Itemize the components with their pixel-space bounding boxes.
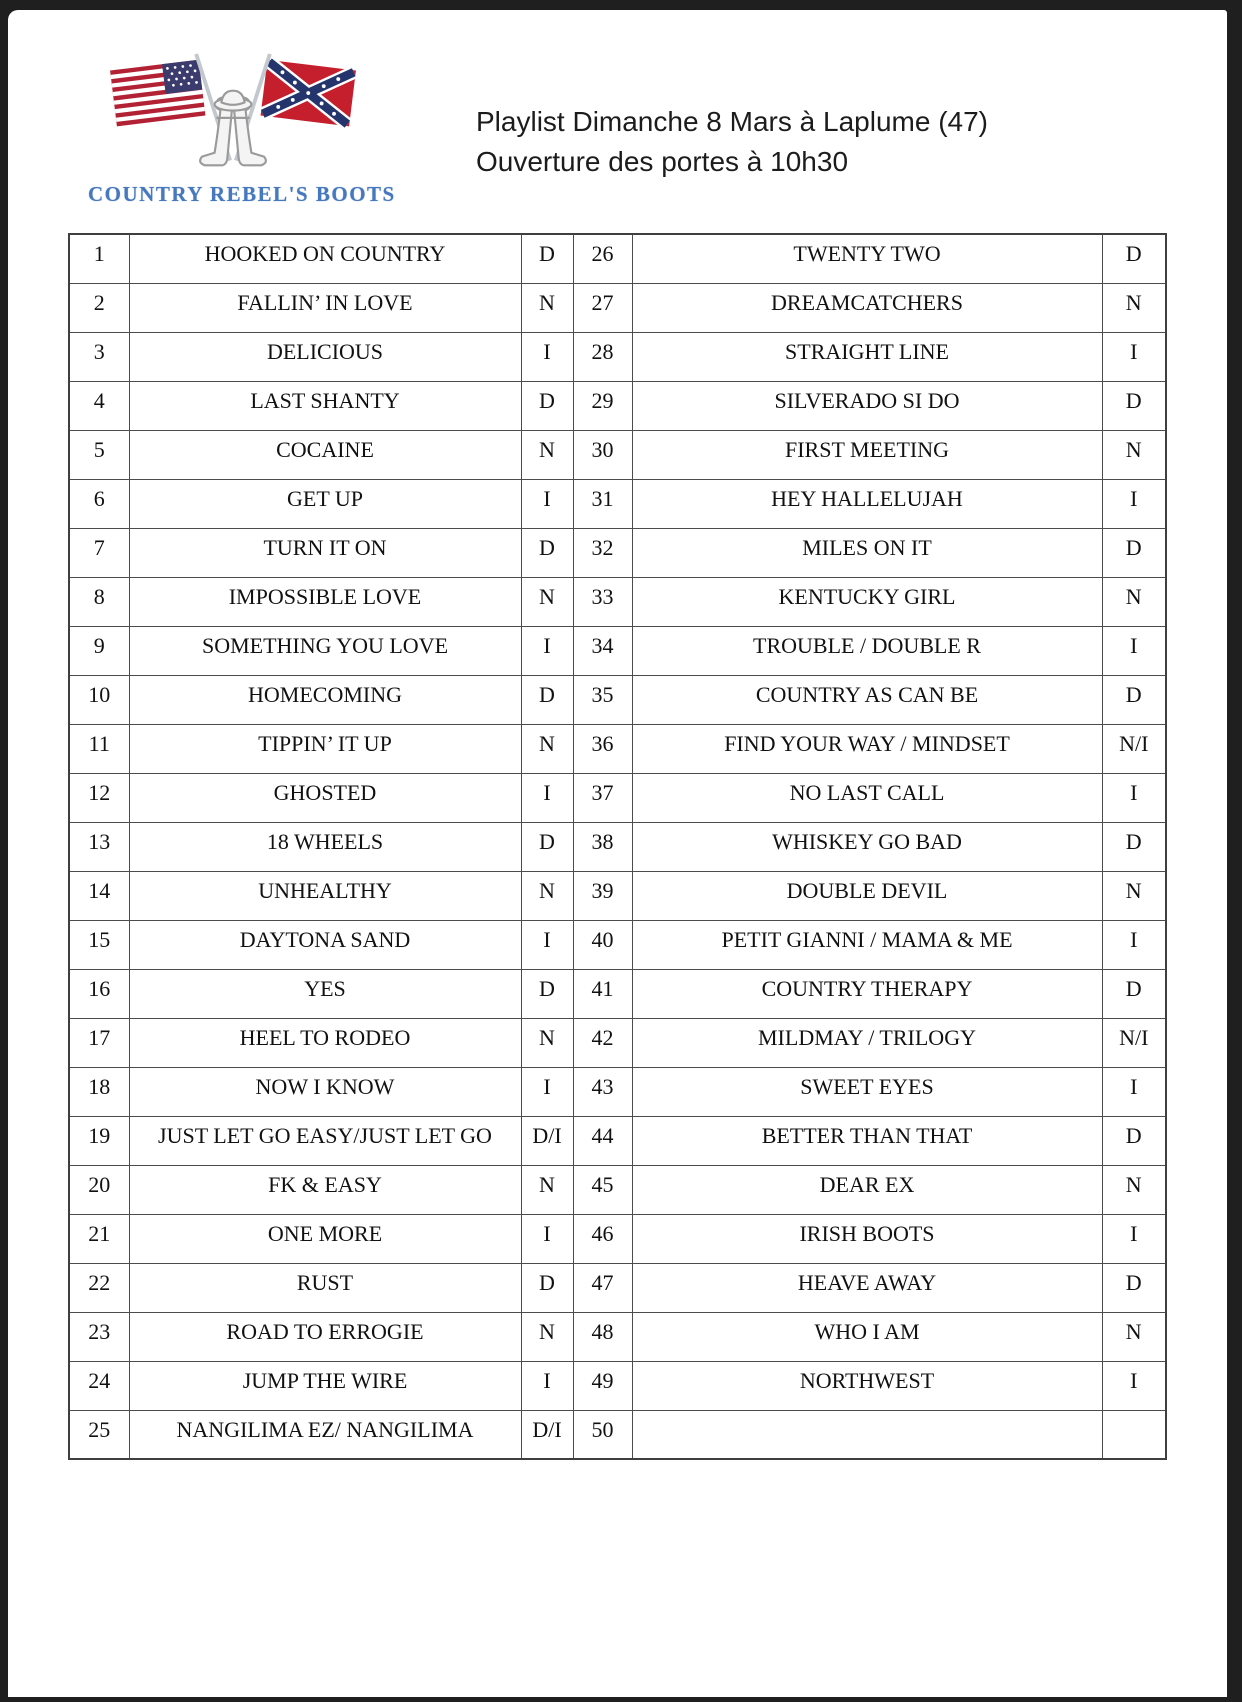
row-number-cell: 20	[69, 1165, 129, 1214]
song-title-cell: RUST	[129, 1263, 521, 1312]
dance-code-cell: D	[1102, 1116, 1166, 1165]
table-row	[69, 1116, 1166, 1165]
song-title-cell: GET UP	[129, 479, 521, 528]
song-title-cell: HEY HALLELUJAH	[632, 479, 1102, 528]
row-number-cell: 15	[69, 920, 129, 969]
row-number-cell: 49	[573, 1361, 632, 1410]
row-number-cell: 36	[573, 724, 632, 773]
dance-code-cell: I	[1102, 773, 1166, 822]
song-title-cell: SWEET EYES	[632, 1067, 1102, 1116]
song-title-cell: KENTUCKY GIRL	[632, 577, 1102, 626]
row-number-cell: 21	[69, 1214, 129, 1263]
song-title-cell: DELICIOUS	[129, 332, 521, 381]
row-number-cell: 48	[573, 1312, 632, 1361]
dance-code-cell: D	[521, 234, 573, 283]
table-row	[69, 234, 1166, 283]
dance-code-cell: D	[521, 381, 573, 430]
song-title-cell: BETTER THAN THAT	[632, 1116, 1102, 1165]
song-title-cell: MILES ON IT	[632, 528, 1102, 577]
table-row	[69, 969, 1166, 1018]
row-number-cell: 30	[573, 430, 632, 479]
row-number-cell: 8	[69, 577, 129, 626]
row-number-cell: 10	[69, 675, 129, 724]
table-row	[69, 871, 1166, 920]
dance-code-cell: I	[521, 1214, 573, 1263]
dance-code-cell: I	[521, 626, 573, 675]
dance-code-cell: D	[1102, 381, 1166, 430]
song-title-cell: NOW I KNOW	[129, 1067, 521, 1116]
confederate-flag-icon	[261, 60, 356, 127]
row-number-cell: 41	[573, 969, 632, 1018]
row-number-cell: 25	[69, 1410, 129, 1459]
dance-code-cell: I	[521, 332, 573, 381]
song-title-cell: SILVERADO SI DO	[632, 381, 1102, 430]
document-page	[8, 10, 1227, 1697]
song-title-cell: PETIT GIANNI / MAMA & ME	[632, 920, 1102, 969]
playlist-table	[68, 233, 1167, 1460]
row-number-cell: 14	[69, 871, 129, 920]
row-number-cell: 33	[573, 577, 632, 626]
song-title-cell: JUMP THE WIRE	[129, 1361, 521, 1410]
table-row	[69, 724, 1166, 773]
song-title-cell: FALLIN’ IN LOVE	[129, 283, 521, 332]
dance-code-cell: N	[1102, 283, 1166, 332]
row-number-cell: 4	[69, 381, 129, 430]
table-row	[69, 1410, 1166, 1459]
song-title-cell: HOOKED ON COUNTRY	[129, 234, 521, 283]
dance-code-cell: D	[521, 969, 573, 1018]
table-row	[69, 528, 1166, 577]
table-row	[69, 822, 1166, 871]
dance-code-cell: N	[1102, 1312, 1166, 1361]
crossed-flags-logo-icon	[107, 48, 359, 180]
song-title-cell: SOMETHING YOU LOVE	[129, 626, 521, 675]
row-number-cell: 29	[573, 381, 632, 430]
song-title-cell: FIRST MEETING	[632, 430, 1102, 479]
song-title-cell: COUNTRY THERAPY	[632, 969, 1102, 1018]
playlist-title-line1: Playlist Dimanche 8 Mars à Laplume (47)	[476, 106, 988, 137]
table-row	[69, 1263, 1166, 1312]
dance-code-cell: I	[521, 1361, 573, 1410]
song-title-cell: TWENTY TWO	[632, 234, 1102, 283]
row-number-cell: 38	[573, 822, 632, 871]
dance-code-cell: I	[1102, 1214, 1166, 1263]
dance-code-cell: D	[521, 1263, 573, 1312]
row-number-cell: 16	[69, 969, 129, 1018]
song-title-cell: ROAD TO ERROGIE	[129, 1312, 521, 1361]
dance-code-cell: D	[1102, 822, 1166, 871]
dance-code-cell: I	[521, 1067, 573, 1116]
dance-code-cell: I	[521, 773, 573, 822]
dance-code-cell: N	[521, 1312, 573, 1361]
playlist-title-block	[476, 102, 988, 182]
row-number-cell: 12	[69, 773, 129, 822]
row-number-cell: 11	[69, 724, 129, 773]
row-number-cell: 39	[573, 871, 632, 920]
playlist-title-line2: Ouverture des portes à 10h30	[476, 146, 849, 177]
dance-code-cell: N	[1102, 871, 1166, 920]
row-number-cell: 34	[573, 626, 632, 675]
song-title-cell: ONE MORE	[129, 1214, 521, 1263]
table-row	[69, 920, 1166, 969]
dance-code-cell: N	[521, 283, 573, 332]
table-row	[69, 332, 1166, 381]
row-number-cell: 42	[573, 1018, 632, 1067]
dance-code-cell: N/I	[1102, 724, 1166, 773]
table-row	[69, 1018, 1166, 1067]
song-title-cell: FIND YOUR WAY / MINDSET	[632, 724, 1102, 773]
song-title-cell: WHO I AM	[632, 1312, 1102, 1361]
row-number-cell: 28	[573, 332, 632, 381]
song-title-cell: MILDMAY / TRILOGY	[632, 1018, 1102, 1067]
dance-code-cell: N	[521, 1018, 573, 1067]
row-number-cell: 37	[573, 773, 632, 822]
song-title-cell: HEAVE AWAY	[632, 1263, 1102, 1312]
dance-code-cell: N	[1102, 430, 1166, 479]
dance-code-cell: N	[521, 430, 573, 479]
table-row	[69, 577, 1166, 626]
dance-code-cell: D	[1102, 528, 1166, 577]
table-row	[69, 381, 1166, 430]
table-row	[69, 479, 1166, 528]
row-number-cell: 43	[573, 1067, 632, 1116]
brand-logo	[88, 48, 396, 207]
dance-code-cell: N/I	[1102, 1018, 1166, 1067]
song-title-cell: NANGILIMA EZ/ NANGILIMA	[129, 1410, 521, 1459]
song-title-cell: DREAMCATCHERS	[632, 283, 1102, 332]
row-number-cell: 50	[573, 1410, 632, 1459]
dance-code-cell: I	[1102, 920, 1166, 969]
row-number-cell: 6	[69, 479, 129, 528]
song-title-cell: DAYTONA SAND	[129, 920, 521, 969]
song-title-cell: IRISH BOOTS	[632, 1214, 1102, 1263]
song-title-cell: NORTHWEST	[632, 1361, 1102, 1410]
row-number-cell: 7	[69, 528, 129, 577]
row-number-cell: 13	[69, 822, 129, 871]
song-title-cell: DEAR EX	[632, 1165, 1102, 1214]
table-row	[69, 1067, 1166, 1116]
table-row	[69, 675, 1166, 724]
row-number-cell: 35	[573, 675, 632, 724]
row-number-cell: 2	[69, 283, 129, 332]
row-number-cell: 1	[69, 234, 129, 283]
song-title-cell: FK & EASY	[129, 1165, 521, 1214]
song-title-cell: COUNTRY AS CAN BE	[632, 675, 1102, 724]
song-title-cell: JUST LET GO EASY/JUST LET GO	[129, 1116, 521, 1165]
row-number-cell: 23	[69, 1312, 129, 1361]
table-row	[69, 430, 1166, 479]
dance-code-cell: D	[1102, 1263, 1166, 1312]
song-title-cell: GHOSTED	[129, 773, 521, 822]
dance-code-cell: D	[521, 675, 573, 724]
dance-code-cell: N	[1102, 1165, 1166, 1214]
row-number-cell: 46	[573, 1214, 632, 1263]
row-number-cell: 22	[69, 1263, 129, 1312]
dance-code-cell: D	[521, 822, 573, 871]
song-title-cell: HEEL TO RODEO	[129, 1018, 521, 1067]
table-row	[69, 626, 1166, 675]
table-row	[69, 283, 1166, 332]
song-title-cell: YES	[129, 969, 521, 1018]
dance-code-cell: I	[521, 920, 573, 969]
row-number-cell: 5	[69, 430, 129, 479]
dance-code-cell	[1102, 1410, 1166, 1459]
song-title-cell: 18 WHEELS	[129, 822, 521, 871]
table-row	[69, 1165, 1166, 1214]
dance-code-cell: I	[1102, 626, 1166, 675]
table-row	[69, 1312, 1166, 1361]
dance-code-cell: D	[1102, 234, 1166, 283]
song-title-cell: DOUBLE DEVIL	[632, 871, 1102, 920]
table-row	[69, 773, 1166, 822]
row-number-cell: 47	[573, 1263, 632, 1312]
dance-code-cell: N	[1102, 577, 1166, 626]
song-title-cell: TIPPIN’ IT UP	[129, 724, 521, 773]
song-title-cell: HOMECOMING	[129, 675, 521, 724]
song-title-cell: LAST SHANTY	[129, 381, 521, 430]
dance-code-cell: D/I	[521, 1116, 573, 1165]
dance-code-cell: I	[521, 479, 573, 528]
row-number-cell: 26	[573, 234, 632, 283]
dance-code-cell: D	[1102, 969, 1166, 1018]
brand-name: COUNTRY REBEL'S BOOTS	[88, 182, 396, 206]
row-number-cell: 27	[573, 283, 632, 332]
dance-code-cell: I	[1102, 479, 1166, 528]
dance-code-cell: I	[1102, 332, 1166, 381]
row-number-cell: 9	[69, 626, 129, 675]
song-title-cell: STRAIGHT LINE	[632, 332, 1102, 381]
song-title-cell: TURN IT ON	[129, 528, 521, 577]
dance-code-cell: N	[521, 1165, 573, 1214]
dance-code-cell: D/I	[521, 1410, 573, 1459]
row-number-cell: 45	[573, 1165, 632, 1214]
row-number-cell: 44	[573, 1116, 632, 1165]
song-title-cell: IMPOSSIBLE LOVE	[129, 577, 521, 626]
row-number-cell: 3	[69, 332, 129, 381]
song-title-cell: NO LAST CALL	[632, 773, 1102, 822]
dance-code-cell: D	[521, 528, 573, 577]
row-number-cell: 18	[69, 1067, 129, 1116]
dance-code-cell: I	[1102, 1067, 1166, 1116]
dance-code-cell: N	[521, 871, 573, 920]
us-flag-icon	[110, 60, 205, 127]
dance-code-cell: I	[1102, 1361, 1166, 1410]
song-title-cell	[632, 1410, 1102, 1459]
song-title-cell: UNHEALTHY	[129, 871, 521, 920]
table-row	[69, 1361, 1166, 1410]
row-number-cell: 24	[69, 1361, 129, 1410]
row-number-cell: 19	[69, 1116, 129, 1165]
dance-code-cell: N	[521, 724, 573, 773]
row-number-cell: 17	[69, 1018, 129, 1067]
song-title-cell: COCAINE	[129, 430, 521, 479]
song-title-cell: WHISKEY GO BAD	[632, 822, 1102, 871]
row-number-cell: 31	[573, 479, 632, 528]
song-title-cell: TROUBLE / DOUBLE R	[632, 626, 1102, 675]
dance-code-cell: D	[1102, 675, 1166, 724]
row-number-cell: 40	[573, 920, 632, 969]
table-row	[69, 1214, 1166, 1263]
row-number-cell: 32	[573, 528, 632, 577]
dance-code-cell: N	[521, 577, 573, 626]
